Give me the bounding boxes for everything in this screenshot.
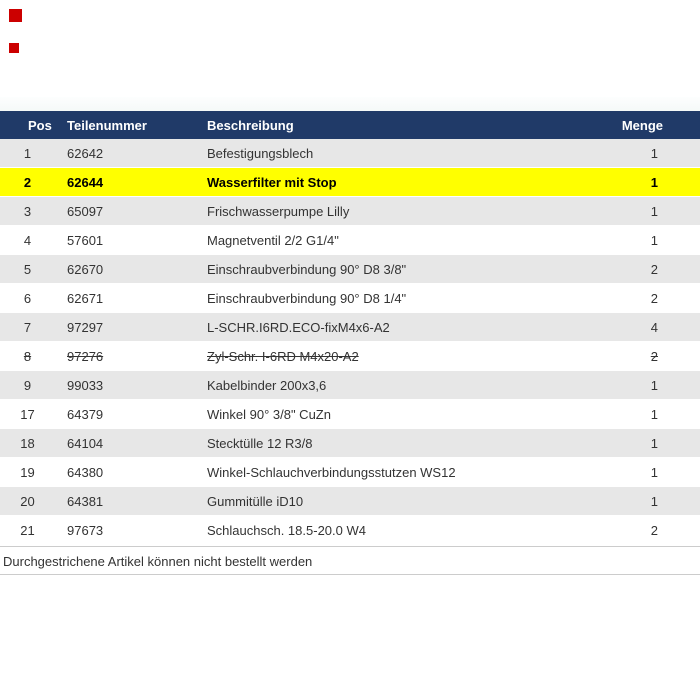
cell-pos: 8	[0, 342, 55, 371]
cell-teilenummer: 97673	[55, 516, 207, 545]
red-square-marker-icon	[9, 43, 19, 53]
cell-beschreibung: Winkel-Schlauchverbindungsstutzen WS12	[207, 458, 595, 487]
table-row[interactable]	[0, 284, 700, 313]
cell-teilenummer: 64380	[55, 458, 207, 487]
cell-teilenummer: 64381	[55, 487, 207, 516]
cell-beschreibung: Befestigungsblech	[207, 139, 595, 168]
cell-menge: 2	[595, 342, 700, 371]
cell-menge: 2	[595, 284, 700, 313]
column-header-pos: Pos	[0, 111, 55, 139]
table-row[interactable]	[0, 487, 700, 516]
red-square-marker-icon	[9, 9, 22, 22]
cell-menge: 2	[595, 516, 700, 545]
table-row[interactable]	[0, 516, 700, 545]
cell-teilenummer: 97297	[55, 313, 207, 342]
cell-teilenummer: 62644	[55, 168, 207, 197]
cell-beschreibung: Kabelbinder 200x3,6	[207, 371, 595, 400]
cell-teilenummer: 64379	[55, 400, 207, 429]
cell-beschreibung: Gummitülle iD10	[207, 487, 595, 516]
cell-teilenummer: 97276	[55, 342, 207, 371]
table-header-row	[0, 111, 700, 139]
cell-pos: 19	[0, 458, 55, 487]
column-header-teilenummer: Teilenummer	[55, 111, 207, 139]
table-row[interactable]	[0, 226, 700, 255]
cell-pos: 20	[0, 487, 55, 516]
cell-beschreibung: Zyl-Schr. I-6RD M4x20-A2	[207, 342, 595, 371]
cell-pos: 6	[0, 284, 55, 313]
table-row[interactable]	[0, 429, 700, 458]
cell-teilenummer: 62671	[55, 284, 207, 313]
table-top-fade	[0, 97, 700, 111]
column-header-menge: Menge	[595, 111, 700, 139]
cell-teilenummer: 99033	[55, 371, 207, 400]
table-row[interactable]	[0, 313, 700, 342]
table-row[interactable]	[0, 197, 700, 226]
cell-pos: 21	[0, 516, 55, 545]
table-body	[0, 139, 700, 545]
cell-menge: 1	[595, 197, 700, 226]
cell-pos: 3	[0, 197, 55, 226]
column-header-beschreibung: Beschreibung	[207, 111, 595, 139]
cell-teilenummer: 64104	[55, 429, 207, 458]
table-row[interactable]	[0, 168, 700, 197]
table-row[interactable]	[0, 342, 700, 371]
cell-beschreibung: Stecktülle 12 R3/8	[207, 429, 595, 458]
cell-beschreibung: Einschraubverbindung 90° D8 3/8"	[207, 255, 595, 284]
cell-pos: 18	[0, 429, 55, 458]
cell-menge: 1	[595, 168, 700, 197]
cell-teilenummer: 57601	[55, 226, 207, 255]
cell-menge: 1	[595, 458, 700, 487]
cell-menge: 1	[595, 429, 700, 458]
table-row[interactable]	[0, 139, 700, 168]
cell-menge: 1	[595, 226, 700, 255]
cell-teilenummer: 62670	[55, 255, 207, 284]
cell-menge: 1	[595, 371, 700, 400]
cell-pos: 4	[0, 226, 55, 255]
cell-beschreibung: Schlauchsch. 18.5-20.0 W4	[207, 516, 595, 545]
cell-beschreibung: Magnetventil 2/2 G1/4"	[207, 226, 595, 255]
cell-beschreibung: L-SCHR.I6RD.ECO-fixM4x6-A2	[207, 313, 595, 342]
cell-menge: 1	[595, 139, 700, 168]
table-row[interactable]	[0, 255, 700, 284]
cell-pos: 9	[0, 371, 55, 400]
cell-beschreibung: Winkel 90° 3/8" CuZn	[207, 400, 595, 429]
cell-pos: 1	[0, 139, 55, 168]
cell-pos: 2	[0, 168, 55, 197]
table-row[interactable]	[0, 458, 700, 487]
cell-menge: 4	[595, 313, 700, 342]
cell-pos: 7	[0, 313, 55, 342]
cell-beschreibung: Einschraubverbindung 90° D8 1/4"	[207, 284, 595, 313]
cell-beschreibung: Frischwasserpumpe Lilly	[207, 197, 595, 226]
cell-pos: 17	[0, 400, 55, 429]
cell-menge: 1	[595, 400, 700, 429]
table-row[interactable]	[0, 400, 700, 429]
cell-beschreibung: Wasserfilter mit Stop	[207, 168, 595, 197]
cell-menge: 2	[595, 255, 700, 284]
table-row[interactable]	[0, 371, 700, 400]
footer-note: Durchgestrichene Artikel können nicht bestellt werden	[0, 546, 700, 575]
cell-teilenummer: 65097	[55, 197, 207, 226]
parts-table	[0, 111, 700, 545]
cell-teilenummer: 62642	[55, 139, 207, 168]
cell-pos: 5	[0, 255, 55, 284]
cell-menge: 1	[595, 487, 700, 516]
